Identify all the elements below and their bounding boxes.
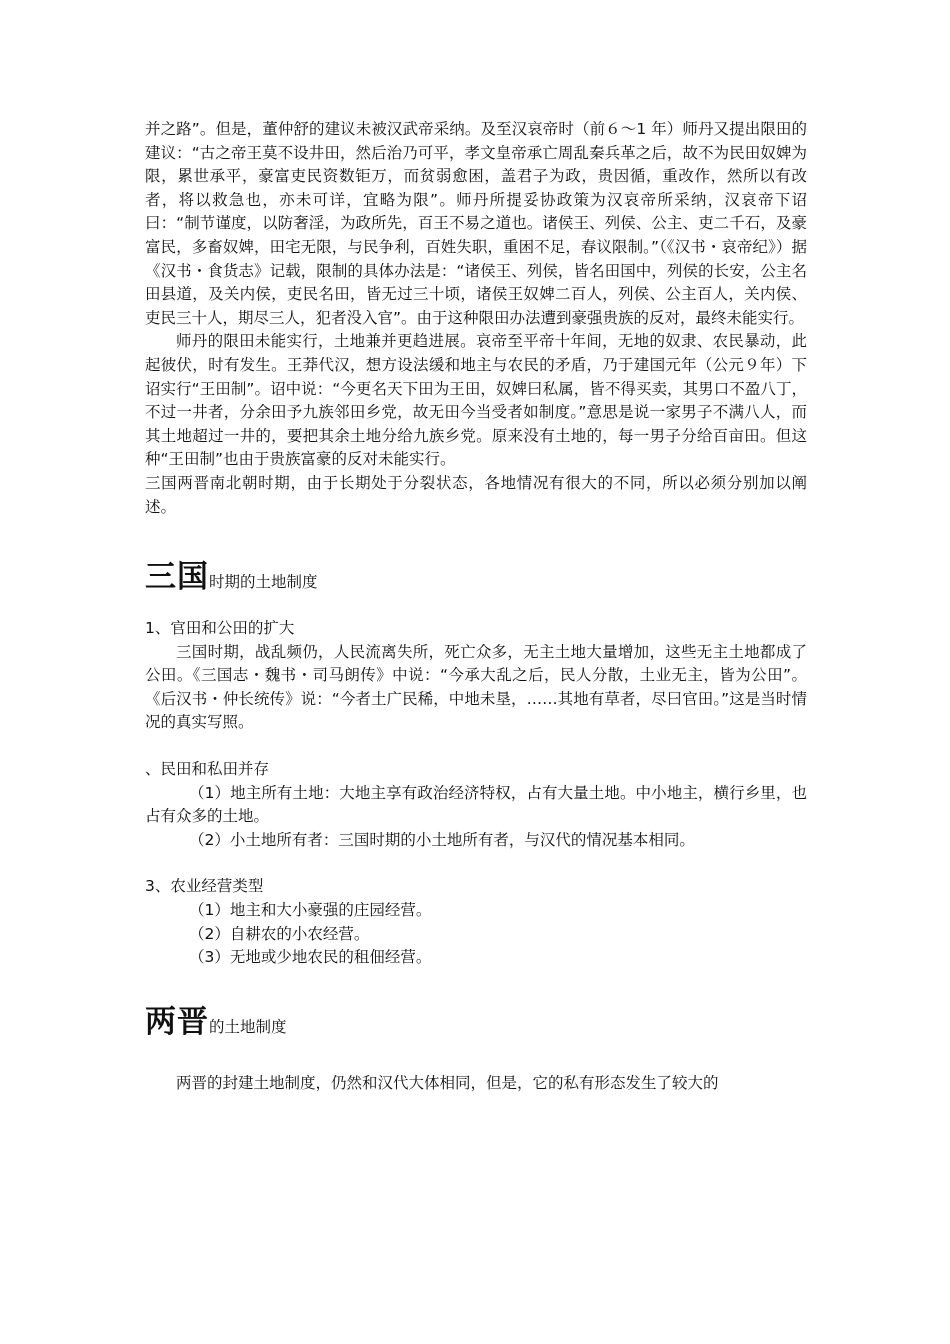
intro-paragraph-1: 并之路”。但是，董仲舒的建议未被汉武帝采纳。及至汉哀帝时（前６～1 年）师丹又提出限田的建议：“古之帝王莫不设井田，然后治乃可平，孝文皇帝承亡周乱秦兵革之后，故不为民田奴婢为限，累世承平，豪富吏民资数钜万，而贫弱愈困，盖君子为政，贵因循，重改作，然所以有改者，将以救急也，亦未可详，宜略为限”。师丹所提妥协政策为汉哀帝所采纳，汉哀帝下诏曰：“制节谨度，以防奢淫，为政所先，百王不易之道也。诸侯王、列侯、公主、吏二千石，及豪富民，多畜奴婢，田宅无限，与民争利，百姓失职，重困不足，春议限制。”（《汉书・哀帝纪》）据《汉书・食货志》记载，限制的具体办法是：“诸侯王、列侯，皆名田国中，列侯的长安，公主名田县道，及关内侯，吏民名田，皆无过三十顷，诸侯王奴婢二百人，列侯、公主百人，关内侯、吏民三十人，期尽三人，犯者没入官”。由于这种限田办法遭到豪强贵族的反对，最终未能实行。 (145, 120, 807, 327)
heading-small-text: 的土地制度 (209, 1017, 287, 1036)
list-item: （3）无地或少地农民的租佃经营。 (189, 948, 432, 967)
subsection-text-1: 三国时期，战乱频仍，人民流离失所，死亡众多，无主土地大量增加，这些无主土地都成了公田。《三国志・魏书・司马朗传》中说：“今承大乱之后，民人分散，土业无主，皆为公田”。《后汉书・仲长统传》说：“今者土广民稀，中地未垦，……其地有草者，尽曰官田。”这是当时情况的真实写照。 (145, 642, 807, 732)
intro-paragraph-2: 师丹的限田未能实行，土地兼并更趋进展。哀帝至平帝十年间，无地的奴隶、农民暴动，此起彼伏，时有发生。王莽代汉，想方设法缓和地主与农民的矛盾，乃于建国元年（公元９年）下诏实行“王田制”。诏中说：“今更名天下田为王田，奴婢曰私属，皆不得买卖，其男口不盈八丁，不过一井者，分余田予九族邻田乡党，故无田今当受者如制度。”意思是说一家男子不满八人，而其土地超过一井的，要把其余土地分给九族乡党。原来没有土地的，每一男子分给百亩田。但这种“王田制”也由于贵族富豪的反对未能实行。 (145, 332, 807, 469)
list-item: （2）自耕农的小农经营。 (189, 924, 370, 943)
list-item: （1）地主所有土地：大地主享有政治经济特权，占有大量土地。中小地主，横行乡里，也占有众多的土地。 (145, 783, 807, 826)
document-page (145, 118, 807, 1095)
heading-small-text: 时期的土地制度 (209, 573, 318, 592)
section-heading-sanguo (145, 559, 807, 596)
heading-large-text: 三国 (145, 559, 209, 596)
section-heading-liangjin (145, 1003, 807, 1040)
heading-large-text: 两晋 (145, 1003, 209, 1040)
list-item: （2）小土地所有者：三国时期的小土地所有者，与汉代的情况基本相同。 (189, 830, 695, 849)
subsection-title-2: 、民田和私田并存 (145, 760, 270, 779)
intro-paragraph-3: 三国两晋南北朝时期，由于长期处于分裂状态，各地情况有很大的不同，所以必须分别加以阐述。 (145, 473, 807, 516)
subsection-title-3: 3、农业经营类型 (145, 877, 264, 896)
liangjin-paragraph: 两晋的封建土地制度，仍然和汉代大体相同，但是，它的私有形态发生了较大的 (176, 1073, 719, 1092)
subsection-title-1: 1、官田和公田的扩大 (145, 619, 295, 638)
list-item: （1）地主和大小豪强的庄园经营。 (189, 901, 432, 920)
